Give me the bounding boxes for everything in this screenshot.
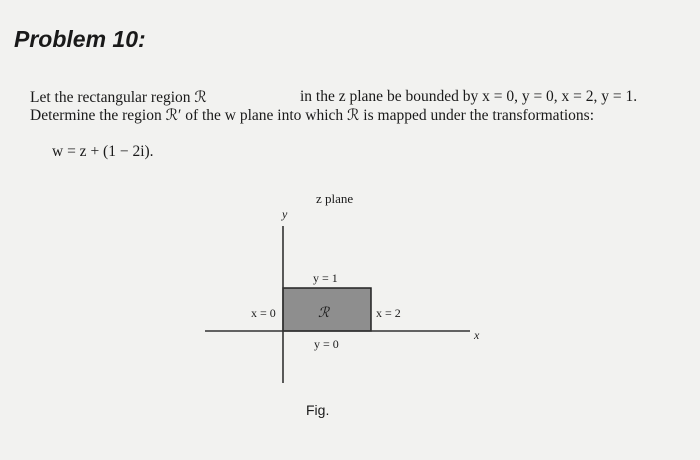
statement-line-1-start: Let the rectangular region ℛ <box>30 89 207 106</box>
statement-line-1-end: in the z plane be bounded by x = 0, y = 0, x = 2, y = 1. <box>300 88 638 105</box>
y-axis-label: y <box>282 207 288 221</box>
statement-line-2: Determine the region ℛ′ of the w plane into which ℛ is mapped under the transformations: <box>30 107 595 124</box>
transformation-formula: w = z + (1 − 2i). <box>52 143 154 160</box>
top-boundary-label: y = 1 <box>313 271 338 285</box>
figure-caption: Fig. <box>306 402 330 418</box>
x-axis-label: x <box>474 328 480 342</box>
bottom-boundary-label: y = 0 <box>314 337 339 351</box>
left-boundary-label: x = 0 <box>251 306 276 320</box>
plane-label: z plane <box>316 191 354 206</box>
region-label: ℛ <box>318 306 330 321</box>
right-boundary-label: x = 2 <box>376 306 401 320</box>
problem-title: Problem 10: <box>14 26 146 52</box>
